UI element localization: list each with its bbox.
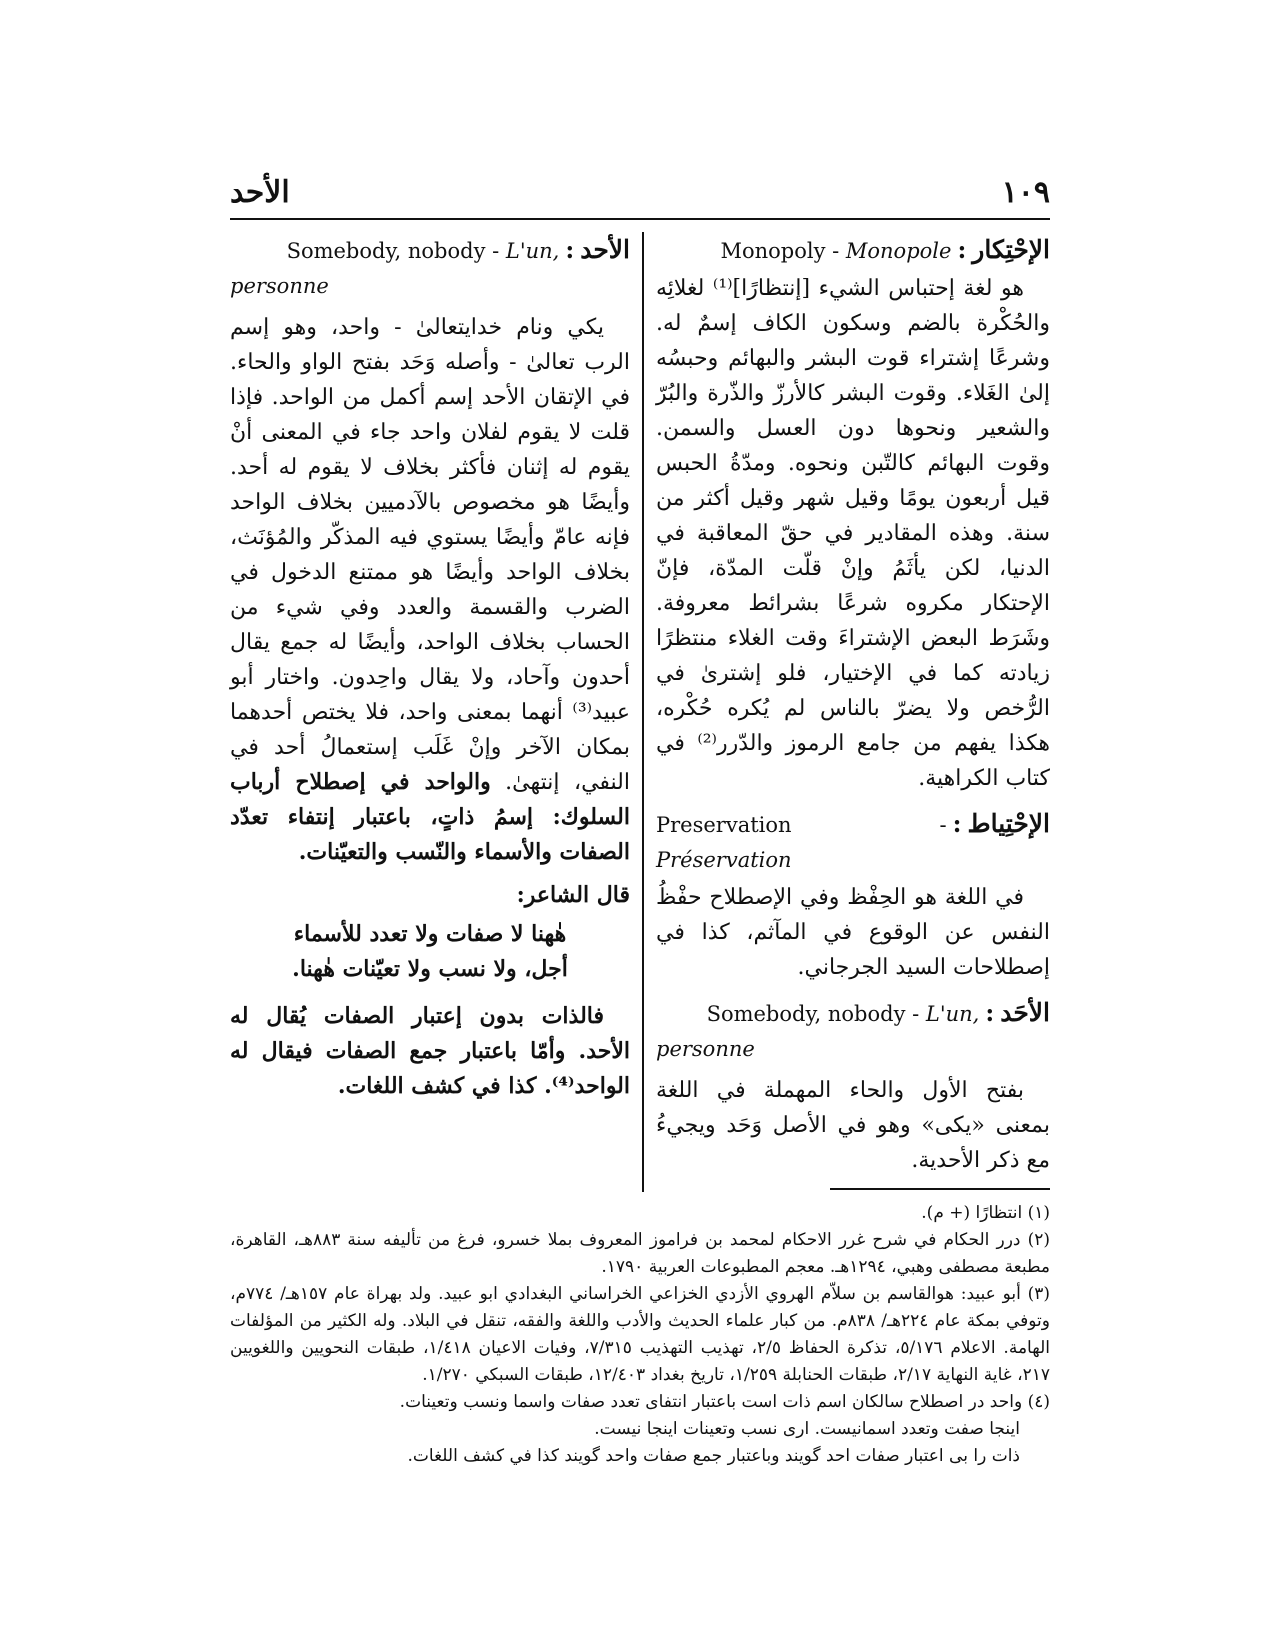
entry-separator: : <box>952 809 962 838</box>
footnote-3: (٣) أبو عبيد: هوالقاسم بن سلاّم الهروي الأزدي الخزاعي الخراساني البغدادي ابو عبيد. ولد بهراة عام ١٥٧هـ/ ٧٧٤م، وتوفي بمكة عام ٢٢٤هـ/ ٨٣٨م. من كبار علماء الحديث والأدب واللغة والفقه، تنقل في البلاد. وله الكثير من المؤلفات الهامة. الاعلام ٥/١٧٦، تذكرة الحفاظ ٢/٥، تهذيب التهذيب ٧/٣١٥، وفيات الاعيان ١/٤١٨، طبقات النحويين واللغويين ٢١٧، غاية النهاية ٢/١٧، طبقات الحنابلة ١/٢٥٩، تاريخ بغداد ١٢/٤٠٣، طبقات السبكي ١/٢٧٠. <box>230 1284 1051 1385</box>
entry-separator: : <box>985 998 995 1027</box>
column-divider <box>642 232 644 1192</box>
footnotes <box>230 1200 1050 1470</box>
entry-heading <box>656 806 1050 878</box>
entry-body <box>230 310 630 870</box>
entry-heading <box>230 232 630 269</box>
translation-english: Preservation - <box>656 813 947 837</box>
entry-term: الأحَد <box>1000 998 1050 1027</box>
verse-line-2: أجل، ولا نسب ولا تعيّنات هٰهنا. <box>292 956 568 982</box>
translation-french-tail: personne <box>230 274 329 298</box>
entry-term: الأحد <box>580 235 630 264</box>
translation-french: Monopole <box>845 239 952 263</box>
right-column <box>656 232 1050 1188</box>
entry-body-bold: والواحد في إصطلاح أرباب السلوك: إسمُ ذاتٍ، باعتبار إنتفاء تعدّد الصفات والأسماء والنّسب والتعيّنات. <box>230 769 630 865</box>
entry-body-text: يكي ونام خدايتعالىٰ - واحد، وهو إسم الرب تعالىٰ - وأصله وَحَد بفتح الواو والحاء. في الإتقان الأحد إسم أكمل من الواحد. فإذا قلت لا يقوم لفلان واحد جاء في المعنى أنْ يقوم له إثنان فأكثر بخلاف لا يقوم له أحد. وأيضًا هو مخصوص بالآدميين بخلاف الواحد فإنه عامّ وأيضًا يستوي فيه المذكّر والمُؤنَث، بخلاف الواحد وأيضًا هو ممتنع الدخول في الضرب والقسمة والعدد وفي شيء من الحساب بخلاف الواحد، وأيضًا له جمع يقال أحدون وآحاد، ولا يقال واحِدون. واختار أبو عبيد⁽³⁾ أنهما بمعنى واحد، فلا يختص أحدهما بمكان الآخر وإنْ غَلَب إستعمالُ أحد في النفي، إنتهىٰ. <box>230 315 630 795</box>
entry-term: الإحْتِياط <box>967 809 1050 838</box>
footnote-4-line-2: اينجا صفت وتعدد اسمانيست. ارى نسب وتعينات اينجا نيست. <box>594 1419 1020 1439</box>
closing-paragraph: فالذات بدون إعتبار الصفات يُقال له الأحد. وأمّا باعتبار جمع الصفات فيقال له الواحد⁽⁴⁾. كذا في كشف اللغات. <box>230 1003 630 1099</box>
poet-label: قال الشاعر: <box>516 882 630 908</box>
translation-french: L'un, <box>925 1002 980 1026</box>
entry-translation <box>707 997 980 1032</box>
entry-heading <box>656 995 1050 1032</box>
verse-line-1: هٰهنا لا صفات ولا تعدد للأسماء <box>293 921 567 947</box>
footnote-rule <box>830 1188 1050 1190</box>
entry-heading <box>656 232 1050 269</box>
entry-term: الإحْتِكار <box>972 235 1050 264</box>
page-number: ١٠٩ <box>1001 175 1050 210</box>
left-column <box>230 232 630 1104</box>
translation-english: Somebody, nobody - <box>286 239 506 263</box>
footnote-1: (١) انتظارًا (+ م). <box>921 1203 1050 1223</box>
footnote-4: (٤) واحد در اصطلاح سالكان اسم ذات است باعتبار انتفاى تعدد صفات واسما ونسب وتعينات. <box>399 1392 1050 1412</box>
entry-translation <box>656 808 947 878</box>
entry-body: في اللغة هو الحِفْظ وفي الإصطلاح حفْظُ النفس عن الوقوع في المآثم، كذا في إصطلاحات السيد الجرجاني. <box>656 885 1050 980</box>
translation-french-tail: personne <box>656 1037 755 1061</box>
translation-french: L'un, <box>505 239 560 263</box>
entry-separator: : <box>565 235 575 264</box>
footnote-4-line-3: ذات را بى اعتبار صفات احد گويند وباعتبار جمع صفات واحد گويند كذا في كشف اللغات. <box>407 1446 1020 1466</box>
footnote-2: (٢) درر الحكام في شرح غرر الاحكام لمحمد بن فراموز المعروف بملا خسرو، فرغ من تأليفه سنة ٨٨٣هـ، القاهرة، مطبعة مصطفى وهبي، ١٢٩٤هـ. معجم المطبوعات العربية ١٧٩٠. <box>230 1230 1050 1277</box>
running-header-word: الأحد <box>230 175 290 210</box>
entry-body: هو لغة إحتباس الشيء [إنتظارًا]⁽¹⁾ لغلائِه والحُكْرة بالضم وسكون الكاف إسمٌ له. وشرعًا إشتراء قوت البشر والبهائم وحبسُه إلىٰ الغَلاء. وقوت البشر كالأرزّ والذّرة والبُرّ والشعير ونحوها دون العسل والسمن. وقوت البهائم كالتّبن ونحوه. ومدّةُ الحبس قيل أربعون يومًا وقيل شهر وقيل أكثر من سنة. وهذه المقادير في حقّ المعاقبة في الدنيا، لكن يأثَمُ وإنْ قلّت المدّة، فإنّ الإحتكار مكروه شرعًا بشرائط معروفة. وشَرَط البعض الإشتراءَ وقت الغلاء منتظرًا زيادته كما في الإختيار، فلو إشترىٰ في الرُّخص ولا يضرّ بالناس لم يُكره حُكْره، هكذا يفهم من جامع الرموز والدّرر⁽²⁾ في كتاب الكراهية. <box>656 276 1050 791</box>
translation-english: Monopoly - <box>720 239 846 263</box>
entry-translation <box>720 234 951 269</box>
translation-french: Préservation <box>656 848 792 872</box>
entry-body: بفتح الأول والحاء المهملة في اللغة بمعنى «يكى» وهو في الأصل وَحَد ويجيءُ مع ذكر الأحدية. <box>656 1078 1050 1173</box>
translation-english: Somebody, nobody - <box>706 1002 926 1026</box>
entry-translation <box>287 234 560 269</box>
header-rule <box>230 218 1050 220</box>
entry-separator: : <box>957 235 967 264</box>
